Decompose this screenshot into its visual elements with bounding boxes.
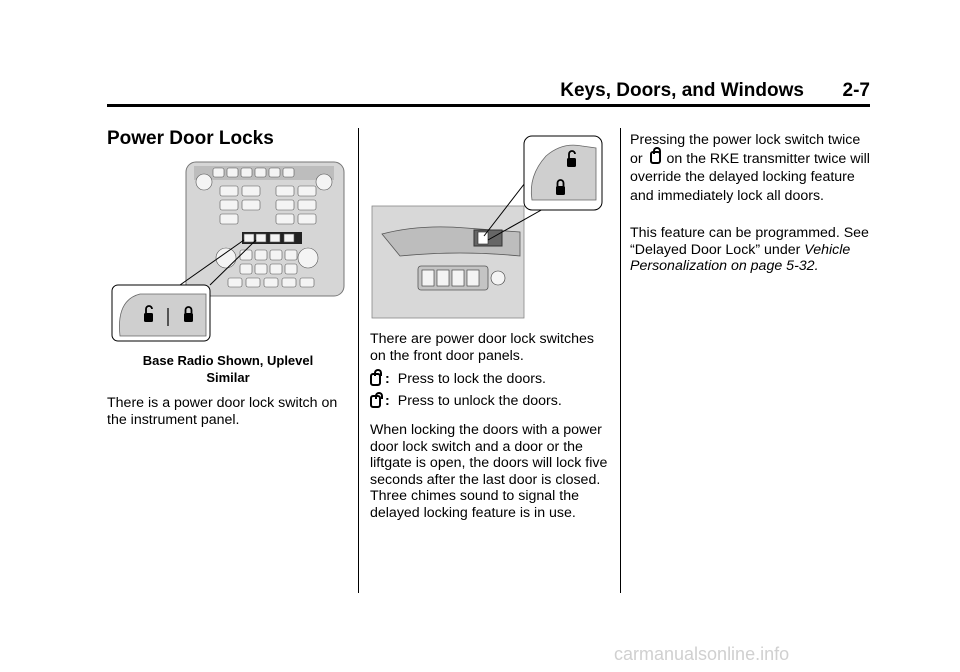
header-title [540, 80, 870, 102]
col2-paragraph: When locking the doors with a power door lock switch and a door or the liftgate is open, the doors will lock five seconds after the last door is closed. Three chimes sound to signal the delayed locking feature is in use. [370, 422, 608, 521]
col1-paragraph: There is a power door lock switch on the instrument panel. [107, 395, 338, 428]
cross-reference-link[interactable]: Vehicle Personalization on page 5-32. [630, 241, 851, 274]
col3-paragraph-2 [630, 225, 870, 275]
col2-intro: There are power door lock switches on the front door panels. [370, 331, 594, 364]
door-panel-figure [370, 132, 606, 322]
column-1 [107, 118, 347, 150]
unlock-item: : Press to unlock the doors. [370, 393, 562, 409]
col3-p2-text: This feature can be programmed. See “Delayed Door Lock” under [630, 225, 869, 258]
lock-icon [370, 373, 381, 386]
chapter-title: Keys, Doors, and Windows [560, 80, 804, 101]
page-number: 2-7 [842, 80, 870, 101]
rke-lock-icon [650, 151, 661, 164]
column-divider-1 [358, 128, 359, 593]
col3-p1-after: on the RKE transmitter twice will override the delayed locking feature and immediately lock all doors. [630, 150, 870, 204]
lock-item-text: Press to lock the doors. [397, 371, 546, 387]
footer-watermark: carmanualsonline.info [614, 644, 790, 664]
column-divider-2 [620, 128, 621, 593]
instrument-panel-figure [110, 160, 350, 346]
unlock-icon [370, 395, 381, 408]
unlock-item-text: Press to unlock the doors. [397, 393, 562, 409]
section-title: Power Door Locks [107, 128, 274, 149]
lock-item: : Press to lock the doors. [370, 371, 546, 387]
figure-caption: Base Radio Shown, Uplevel Similar [142, 353, 314, 385]
col3-paragraph-1 [630, 131, 870, 205]
col3-p1-before: Pressing the power lock switch twice or [630, 132, 861, 167]
header-rule [107, 104, 870, 107]
